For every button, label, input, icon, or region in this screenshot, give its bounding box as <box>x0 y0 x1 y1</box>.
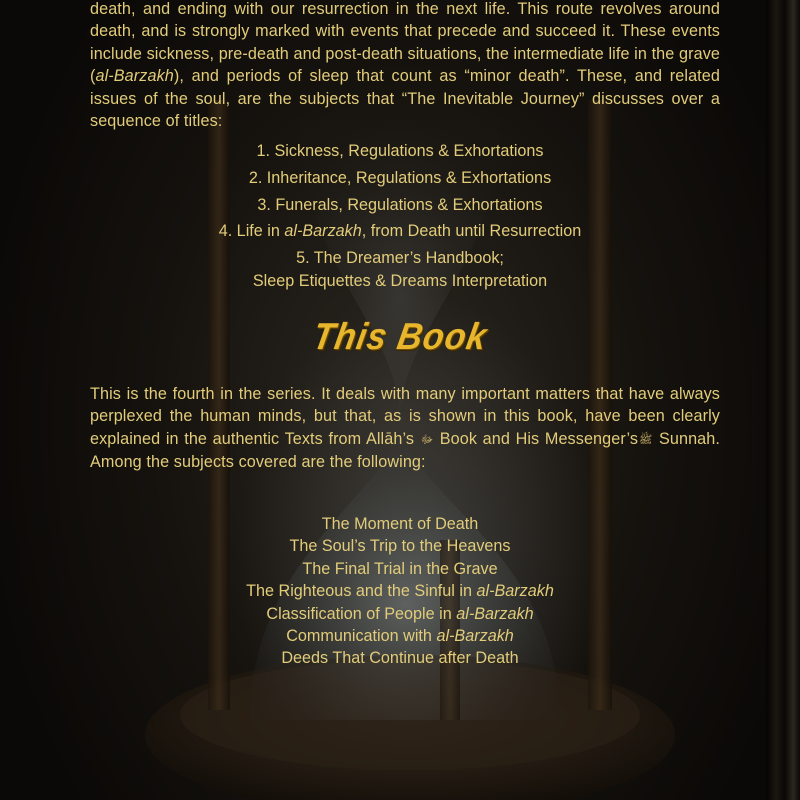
book-spine-edge <box>766 0 800 800</box>
book-description-paragraph: This is the fourth in the series. It deals with many important matters that have always perplexed the human minds, but that, as is shown in this book, have been clearly explained in the authentic Texts from Allāh’s ﷻ Book and His Messenger’sﷺ Sunnah. Among the subjects covered are the following: <box>90 385 720 472</box>
series-title-list <box>90 140 710 292</box>
series-item: 2. Inheritance, Regulations & Exhortations <box>248 168 552 187</box>
series-item: 4. Life in al-Barzakh, from Death until Resurrection <box>218 222 582 241</box>
series-item: 1. Sickness, Regulations & Exhortations <box>256 142 544 160</box>
topic-item: Classification of People in al-Barzakh <box>266 604 534 623</box>
intro-paragraph: death, and ending with our resurrection in the next life. This route revolves around death, and is strongly marked with events that precede and succeed it. These events include sickness, pre-death and post-death situations, the intermediate life in the grave (al-Barzakh), and periods of sleep that count as “minor death”. These, and related issues of the soul, are the subjects that “The Inevitable Journey” discusses over a sequence of titles: <box>90 0 720 131</box>
topic-item: The Final Trial in the Grave <box>302 559 498 578</box>
honorific-glyph: ﷺ <box>639 433 653 446</box>
topic-item: The Soul’s Trip to the Heavens <box>289 537 511 556</box>
topics-list <box>90 513 710 670</box>
series-item: 5. The Dreamer’s Handbook; Sleep Etiquettes & Dreams Interpretation <box>252 249 548 290</box>
topic-item: Deeds That Continue after Death <box>281 649 519 668</box>
series-item: 3. Funerals, Regulations & Exhortations <box>257 195 543 214</box>
topic-item: Communication with al-Barzakh <box>286 627 514 646</box>
topic-item: The Moment of Death <box>321 515 479 533</box>
honorific-glyph: ﷻ <box>420 433 434 446</box>
topic-item: The Righteous and the Sinful in al-Barzakh <box>246 582 554 601</box>
section-heading: This Book <box>309 316 491 358</box>
